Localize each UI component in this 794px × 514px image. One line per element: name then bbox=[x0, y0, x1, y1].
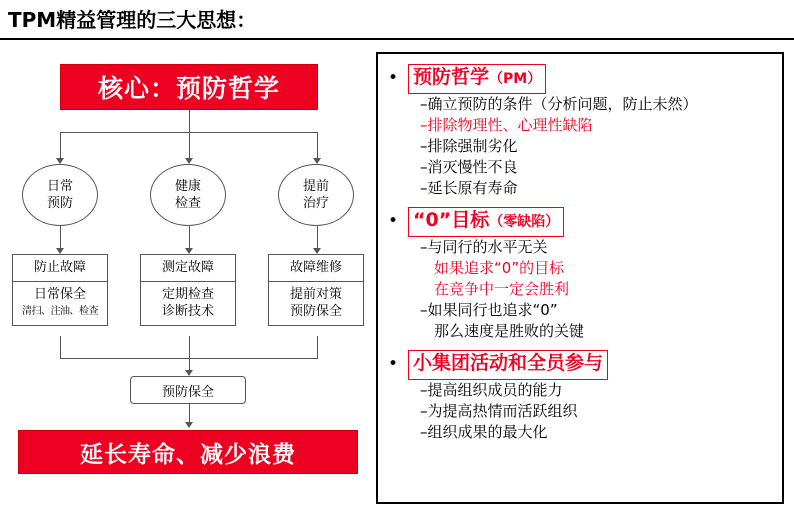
principles-panel bbox=[376, 52, 784, 504]
bullet-1-line-4: –消灭慢性不良 bbox=[420, 158, 518, 176]
bullet-1-line-5: –延长原有寿命 bbox=[420, 179, 518, 197]
column-1-line2: 清扫、注油、检查 bbox=[22, 306, 98, 317]
ellipse-early-treatment bbox=[278, 164, 354, 226]
bullet-head-1 bbox=[408, 64, 546, 94]
flow-diagram bbox=[0, 44, 374, 514]
column-2-head: 测定故障 bbox=[141, 255, 235, 282]
bullet-1-line-1: –确立预防的条件（分析问题，防止未然） bbox=[420, 95, 698, 113]
ellipse-3-line1: 提前 bbox=[302, 179, 329, 194]
page-title: TPM精益管理的三大思想： bbox=[8, 8, 257, 32]
bullet-dot-icon-3: • bbox=[388, 354, 399, 374]
ellipse-daily-prevention bbox=[22, 164, 98, 226]
bullet-head-2-suffix: （零缺陷） bbox=[489, 214, 560, 230]
bullet-2-line-4: –如果同行也追求“0” bbox=[420, 301, 558, 319]
column-2-line2: 诊断技术 bbox=[161, 304, 214, 319]
bullet-3-line-1: –提高组织成员的能力 bbox=[420, 381, 563, 399]
column-measure-failure bbox=[140, 254, 236, 326]
column-2-body bbox=[141, 282, 235, 325]
connector-prevention-down bbox=[189, 404, 190, 422]
connector-ellipse3-down bbox=[317, 226, 318, 248]
bullet-head-row-3 bbox=[386, 350, 776, 380]
bullet-group-small-group bbox=[386, 350, 776, 443]
prevention-maintenance-box: 预防保全 bbox=[130, 376, 246, 404]
arrow-to-result-box bbox=[185, 422, 193, 428]
ellipse-2-line1: 健康 bbox=[174, 179, 201, 194]
bullet-head-2-text: “0”目标 bbox=[413, 209, 490, 231]
bullet-head-1-text: 预防哲学 bbox=[413, 66, 490, 88]
bullet-2-line-3: 在竞争中一定会胜利 bbox=[434, 280, 570, 298]
column-3-line1: 提前对策 bbox=[289, 287, 342, 302]
connector-branch-right bbox=[317, 132, 318, 158]
column-3-head: 故障维修 bbox=[269, 255, 363, 282]
column-1-body bbox=[13, 282, 107, 325]
connector-ellipse2-down bbox=[189, 226, 190, 248]
bullet-2-line-5: 那么速度是胜败的关键 bbox=[434, 322, 585, 340]
connector-ellipse1-down bbox=[60, 226, 61, 248]
bullet-1-line-3: –排除强制劣化 bbox=[420, 137, 518, 155]
connector-merge-down bbox=[189, 358, 190, 370]
bullet-head-2 bbox=[408, 207, 564, 237]
connector-branch-left bbox=[60, 132, 61, 158]
ellipse-3-line2: 治疗 bbox=[302, 196, 329, 211]
ellipse-health-check bbox=[150, 164, 226, 226]
bullet-2-line-2: 如果追求“0”的目标 bbox=[434, 259, 565, 277]
bullet-head-1-suffix: （PM） bbox=[489, 71, 542, 87]
column-3-body bbox=[269, 282, 363, 325]
result-box: 延长寿命、减少浪费 bbox=[18, 430, 358, 474]
bullet-3-line-2: –为提高热情而活跃组织 bbox=[420, 402, 578, 420]
connector-col3-down bbox=[317, 336, 318, 358]
ellipse-2-line2: 检查 bbox=[174, 196, 201, 211]
ellipse-1-line2: 预防 bbox=[46, 196, 73, 211]
column-3-line2: 预防保全 bbox=[289, 304, 342, 319]
bullet-2-line-1: –与同行的水平无关 bbox=[420, 238, 548, 256]
connector-col1-down bbox=[60, 336, 61, 358]
bullet-head-row-2 bbox=[386, 207, 776, 237]
bullet-group-prevention bbox=[386, 64, 776, 199]
title-divider bbox=[0, 38, 794, 40]
column-1-head: 防止故障 bbox=[13, 255, 107, 282]
connector-core-down bbox=[189, 110, 190, 132]
column-2-line1: 定期检查 bbox=[161, 287, 214, 302]
connector-col2-down bbox=[189, 336, 190, 358]
bullet-head-3 bbox=[408, 350, 608, 380]
bullet-1-line-2: –排除物理性、心理性缺陷 bbox=[420, 116, 593, 134]
bullet-group-zero-target bbox=[386, 207, 776, 342]
column-1-line1: 日常保全 bbox=[33, 287, 86, 302]
ellipse-1-line1: 日常 bbox=[46, 179, 73, 194]
bullet-head-row-1 bbox=[386, 64, 776, 94]
bullet-3-line-3: –组织成果的最大化 bbox=[420, 423, 548, 441]
column-failure-repair bbox=[268, 254, 364, 326]
bullet-dot-icon-1: • bbox=[388, 68, 399, 88]
column-prevent-failure bbox=[12, 254, 108, 326]
connector-branch-mid bbox=[189, 132, 190, 158]
core-concept-box: 核心：预防哲学 bbox=[60, 64, 318, 110]
bullet-head-3-text: 小集团活动和全员参与 bbox=[413, 352, 604, 374]
bullet-dot-icon-2: • bbox=[388, 211, 399, 231]
